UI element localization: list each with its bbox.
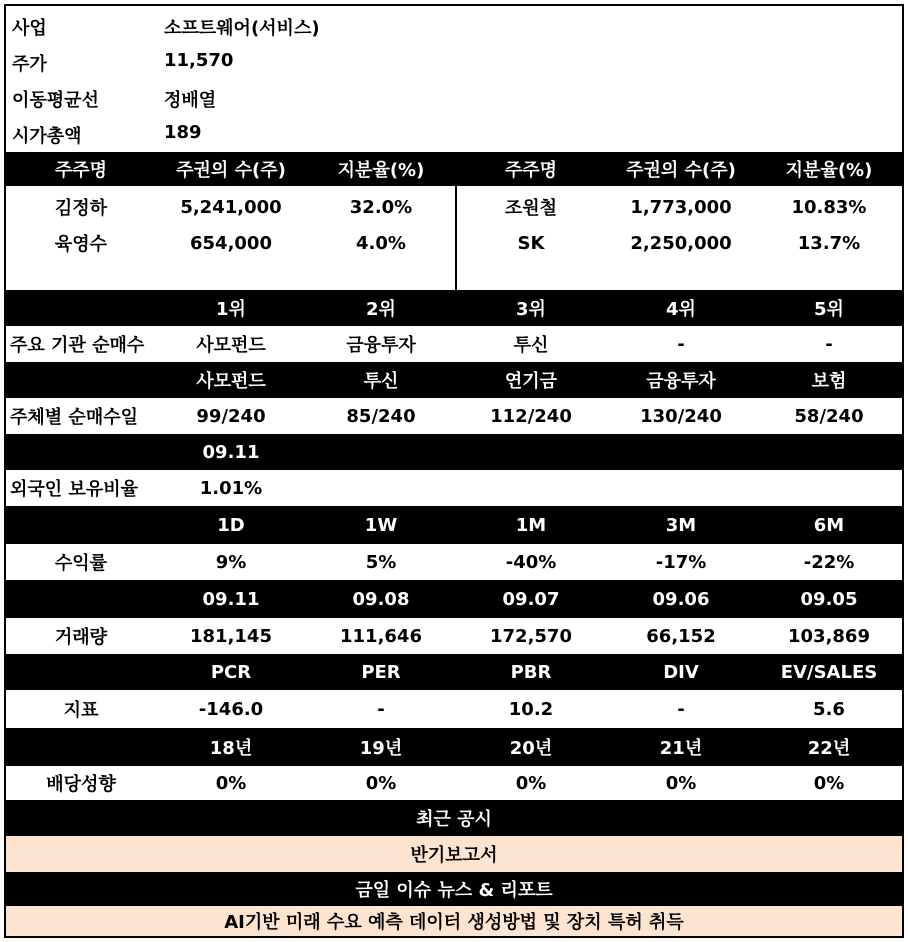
holder-name: 육영수	[54, 234, 108, 255]
price-value: 11,570	[164, 50, 234, 71]
returns-header: 1D	[217, 514, 245, 536]
entity-label: 주체별 순매수일	[10, 407, 138, 428]
volume-value: 111,646	[340, 625, 422, 647]
holder-shares: 2,250,000	[630, 232, 732, 254]
holder-ratio: 32.0%	[349, 196, 413, 218]
entity-header: 연기금	[504, 371, 558, 392]
returns-value: 5%	[365, 551, 397, 573]
entity-value: 85/240	[346, 405, 416, 427]
dividend-year: 22년	[807, 738, 851, 759]
returns-value: -22%	[803, 551, 855, 573]
volume-date: 09.08	[352, 588, 410, 610]
holder-shares: 1,773,000	[630, 196, 732, 218]
returns-value-row	[6, 544, 902, 580]
volume-date: 09.05	[800, 588, 858, 610]
foreign-value: 1.01%	[199, 477, 263, 499]
moving-average-value: 정배열	[164, 90, 217, 111]
foreign-label: 외국인 보유비율	[10, 479, 138, 500]
entity-header: 보험	[811, 371, 847, 392]
holder-row	[6, 228, 902, 258]
foreign-date: 09.11	[202, 441, 260, 463]
entity-value: 130/240	[640, 405, 722, 427]
volume-date: 09.11	[202, 588, 260, 610]
returns-header: 1M	[515, 514, 547, 536]
returns-header: 3M	[665, 514, 697, 536]
dividend-label: 배당성향	[46, 774, 116, 795]
volume-date: 09.07	[502, 588, 560, 610]
rank-1: 1위	[216, 299, 246, 320]
indicator-header: PCR	[210, 661, 252, 683]
entity-value: 99/240	[196, 405, 266, 427]
returns-label: 수익률	[54, 553, 108, 574]
market-cap-label: 시가총액	[12, 126, 82, 147]
disclosure-item[interactable]: 반기보고서	[410, 845, 498, 866]
returns-value: 9%	[215, 551, 247, 573]
indicator-value: -	[677, 698, 685, 720]
volume-date: 09.06	[652, 588, 710, 610]
holders-body	[6, 186, 902, 290]
disclosure-title: 최근 공시	[416, 809, 492, 830]
rank-4: 4위	[666, 299, 696, 320]
rank-3: 3위	[516, 299, 546, 320]
volume-label: 거래량	[54, 627, 108, 648]
business-value: 소프트웨어(서비스)	[164, 18, 320, 39]
entity-header-row	[6, 362, 902, 398]
holder-row	[6, 192, 902, 222]
news-header-row	[6, 872, 902, 906]
dividend-year: 20년	[509, 738, 553, 759]
volume-value: 172,570	[490, 625, 572, 647]
volume-header-row	[6, 580, 902, 618]
news-title: 금일 이슈 뉴스 & 리포트	[355, 880, 553, 901]
institution-value: 금융투자	[346, 335, 416, 356]
dividend-value: 0%	[515, 772, 547, 794]
institution-value: -	[677, 333, 685, 355]
entity-header: 투신	[363, 371, 399, 392]
stock-summary-sheet	[4, 4, 904, 938]
holder-shares: 654,000	[190, 232, 272, 254]
dividend-value: 0%	[813, 772, 845, 794]
holder-name: SK	[517, 232, 545, 254]
disclosure-item-row[interactable]	[6, 836, 902, 872]
market-cap-value: 189	[164, 122, 202, 143]
institution-value: 투신	[513, 335, 549, 356]
indicator-value: 10.2	[508, 698, 554, 720]
holder-shares-header-2: 주권의 수(주)	[626, 160, 736, 181]
holder-ratio: 10.83%	[791, 196, 867, 218]
indicators-value-row	[6, 690, 902, 728]
returns-header-row	[6, 506, 902, 544]
volume-value: 66,152	[646, 625, 716, 647]
indicator-header: DIV	[663, 661, 699, 683]
entity-header: 사모펀드	[196, 371, 266, 392]
volume-value: 103,869	[788, 625, 870, 647]
volume-value: 181,145	[190, 625, 272, 647]
entity-value: 58/240	[794, 405, 864, 427]
institution-value-row	[6, 326, 902, 362]
holder-ratio: 4.0%	[356, 232, 406, 254]
indicator-value: -146.0	[198, 698, 264, 720]
holder-name-header: 주주명	[54, 160, 108, 181]
entity-value: 112/240	[490, 405, 572, 427]
indicators-header-row	[6, 654, 902, 690]
indicator-header: PER	[361, 661, 401, 683]
disclosure-header-row	[6, 800, 902, 836]
returns-value: -40%	[505, 551, 557, 573]
entity-header: 금융투자	[646, 371, 716, 392]
indicators-label: 지표	[63, 700, 99, 721]
holder-shares-header: 주권의 수(주)	[176, 160, 286, 181]
holders-header-row	[6, 152, 902, 186]
dividend-year: 21년	[659, 738, 703, 759]
dividend-year: 18년	[209, 738, 253, 759]
info-block	[6, 6, 902, 152]
indicator-header: PBR	[510, 661, 552, 683]
dividend-value-row	[6, 766, 902, 800]
holder-ratio: 13.7%	[797, 232, 861, 254]
institution-value: 사모펀드	[196, 335, 266, 356]
dividend-year: 19년	[359, 738, 403, 759]
indicator-value: 5.6	[813, 698, 845, 720]
dividend-header-row	[6, 728, 902, 766]
holder-name-header-2: 주주명	[504, 160, 558, 181]
institution-value: -	[825, 333, 833, 355]
foreign-header-row	[6, 434, 902, 470]
holder-name: 김정하	[54, 198, 108, 219]
holder-name: 조원철	[504, 198, 558, 219]
news-item-row[interactable]	[6, 906, 902, 936]
price-label: 주가	[12, 54, 47, 75]
rank-2: 2위	[366, 299, 396, 320]
indicator-value: -	[377, 698, 385, 720]
institution-label: 주요 기관 순매수	[10, 335, 145, 356]
news-item[interactable]: AI기반 미래 수요 예측 데이터 생성방법 및 장치 특허 취득	[224, 912, 684, 933]
returns-header: 1W	[364, 514, 398, 536]
dividend-value: 0%	[365, 772, 397, 794]
institution-rank-row	[6, 290, 902, 326]
dividend-value: 0%	[215, 772, 247, 794]
holder-shares: 5,241,000	[180, 196, 282, 218]
dividend-value: 0%	[665, 772, 697, 794]
entity-value-row	[6, 398, 902, 434]
returns-value: -17%	[655, 551, 707, 573]
returns-header: 6M	[813, 514, 845, 536]
volume-value-row	[6, 618, 902, 654]
holder-ratio-header-2: 지분율(%)	[785, 160, 873, 181]
moving-average-label: 이동평균선	[12, 90, 99, 111]
indicator-header: EV/SALES	[780, 661, 878, 683]
foreign-value-row	[6, 470, 902, 506]
rank-5: 5위	[814, 299, 844, 320]
holder-ratio-header: 지분율(%)	[337, 160, 425, 181]
business-label: 사업	[12, 18, 47, 39]
